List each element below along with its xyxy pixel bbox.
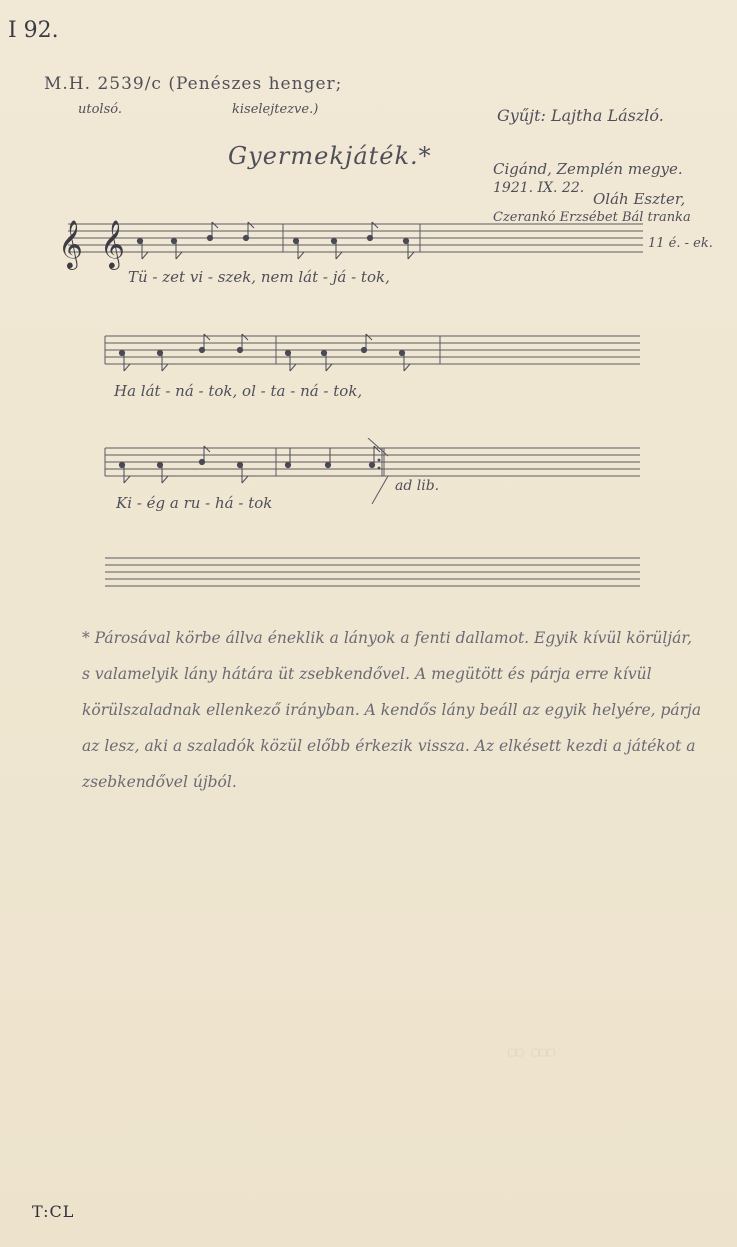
footnote-paragraph: * Párosával körbe állva éneklik a lányok a fenti dallamot. Egyik kívül körüljár, s valamelyik lány hátára üt zsebkendővel. A megütött és párja erre kívül körülszaladnak ellenkező irányban. A kendős lány beáll az egyik helyére, párja az lesz, aki a szaladók közül előbb érkezik vissza. Az elkésett kezdi a játékot a zsebkendővel újból.	[82, 629, 702, 791]
faded-stamp: ▢▢ ▢▢▢	[508, 1045, 555, 1060]
song-title: Gyermekjáték.*	[228, 142, 432, 170]
footnote-text	[82, 620, 702, 800]
catalog-reference: M.H. 2539/c (Penészes henger;	[44, 74, 343, 94]
collection-date: 1921. IX. 22.	[493, 180, 585, 196]
catalog-note-last: utolsó.	[78, 102, 122, 117]
lyrics-line-3: Ki - ég a ru - há - tok	[116, 494, 273, 512]
archive-number: I 92.	[8, 18, 59, 43]
collector-name: Gyűjt: Lajtha László.	[497, 106, 664, 125]
informant-name-2: Czerankó Erzsébet Bál tranka	[493, 210, 691, 225]
footer-mark: T:CL	[32, 1202, 75, 1221]
treble-clef-icon: 𝄞	[58, 219, 83, 268]
empty-music-staff	[100, 550, 645, 600]
ad-lib-marking: ad lib.	[395, 478, 440, 494]
lyrics-line-2: Ha lát - ná - tok, ol - ta - ná - tok,	[114, 382, 363, 400]
music-staff-1	[58, 214, 648, 274]
informant-age: 11 é. - ek.	[648, 236, 713, 251]
music-staff-2	[100, 326, 645, 386]
lyrics-line-1: Tü - zet vi - szek, nem lát - já - tok,	[128, 268, 390, 286]
catalog-note-discarded: kiselejtezve.)	[232, 102, 319, 117]
collection-place: Cigánd, Zemplén megye.	[493, 160, 683, 178]
treble-clef-icon: 𝄞	[100, 219, 125, 268]
informant-name: Oláh Eszter,	[593, 190, 686, 208]
